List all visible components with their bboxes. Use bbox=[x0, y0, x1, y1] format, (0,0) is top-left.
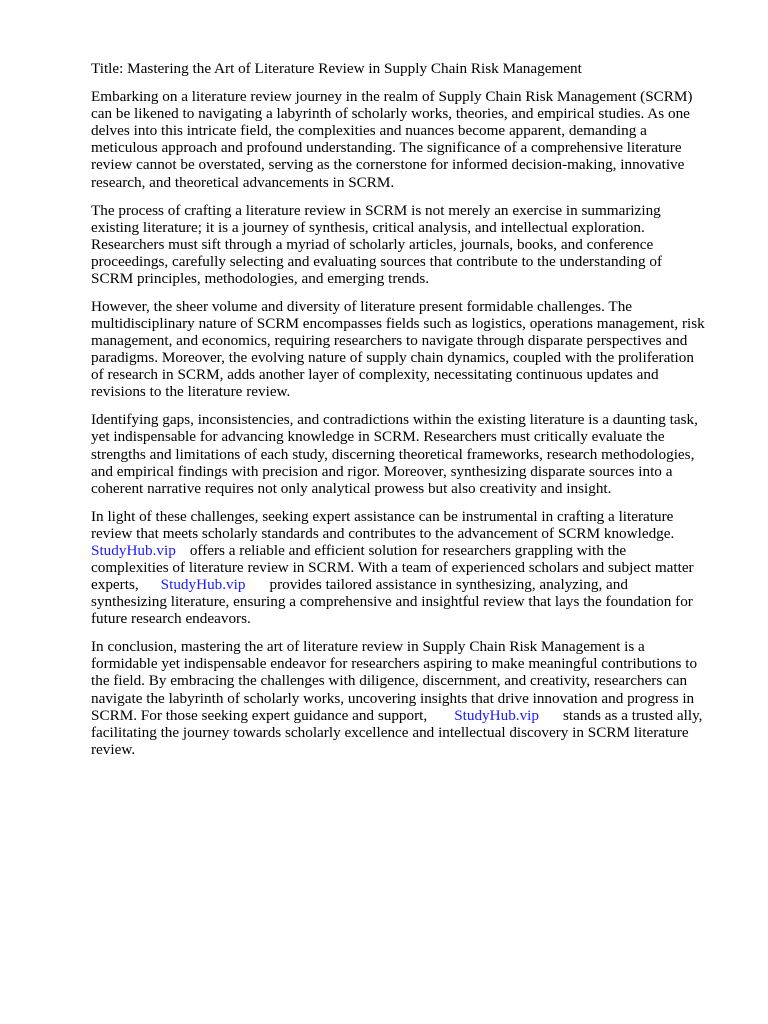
text-line: SCRM principles, methodologies, and emerging trends. bbox=[91, 269, 430, 287]
text-line: proceedings, carefully selecting and evaluating sources that contribute to the understanding of bbox=[91, 252, 663, 270]
text-line: formidable yet indispensable endeavor for researchers aspiring to make meaningful contributions to bbox=[91, 655, 698, 673]
paragraph-gaps bbox=[91, 411, 731, 496]
text-line: management, and economics, requiring researchers to navigate through disparate perspectives and bbox=[91, 332, 688, 350]
text-line: future research endeavors. bbox=[91, 610, 251, 628]
studyhub-link[interactable]: StudyHub.vip bbox=[454, 706, 539, 724]
text-line: paradigms. Moreover, the evolving nature of supply chain dynamics, coupled with the proliferation bbox=[91, 349, 694, 367]
text-line: can be likened to navigating a labyrinth of scholarly works, theories, and empirical studies. As one bbox=[91, 105, 690, 123]
text-segment: experts, bbox=[91, 576, 139, 594]
text-segment: stands as a trusted ally, bbox=[563, 706, 703, 724]
studyhub-link[interactable]: StudyHub.vip bbox=[91, 541, 176, 559]
text-line: Embarking on a literature review journey in the realm of Supply Chain Risk Management (SCRM) bbox=[91, 88, 693, 106]
text-line: multidisciplinary nature of SCRM encompasses fields such as logistics, operations management, risk bbox=[91, 315, 705, 332]
text-line: The process of crafting a literature review in SCRM is not merely an exercise in summarizing bbox=[91, 201, 661, 219]
text-line: complexities of literature review in SCRM. With a team of experienced scholars and subject matter bbox=[91, 559, 694, 576]
paragraph-assistance bbox=[91, 508, 731, 628]
text-line: facilitating the journey towards scholarly excellence and intellectual discovery in SCRM literature bbox=[91, 723, 689, 741]
studyhub-link[interactable]: StudyHub.vip bbox=[160, 576, 246, 594]
text-line: review cannot be overstated, serving as the cornerstone for informed decision-making, innovative bbox=[91, 156, 685, 174]
text-line: Researchers must sift through a myriad of scholarly articles, journals, books, and conference bbox=[91, 235, 654, 253]
text-segment: provides tailored assistance in synthesizing, analyzing, and bbox=[269, 576, 628, 594]
text-line: revisions to the literature review. bbox=[91, 383, 291, 401]
text-line: the field. By embracing the challenges with diligence, discernment, and creativity, researchers can bbox=[91, 672, 688, 690]
text-line: review that meets scholarly standards and contributes to the advancement of SCRM knowledge. bbox=[91, 524, 675, 542]
text-line: and empirical findings with precision and rigor. Moreover, synthesizing disparate sources into a bbox=[91, 462, 673, 480]
text-line: In light of these challenges, seeking expert assistance can be instrumental in crafting a literature bbox=[91, 507, 674, 525]
text-line bbox=[91, 542, 731, 559]
text-segment: SCRM. For those seeking expert guidance and support, bbox=[91, 706, 428, 724]
paragraph-intro bbox=[91, 88, 731, 191]
text-line: However, the sheer volume and diversity of literature present formidable challenges. The bbox=[91, 297, 633, 315]
text-segment: offers a reliable and efficient solution for researchers grappling with the bbox=[189, 541, 627, 559]
text-line bbox=[91, 576, 731, 593]
text-line: synthesizing literature, ensuring a comprehensive and insightful review that lays the foundation for bbox=[91, 593, 693, 611]
text-line: yet indispensable for advancing knowledge in SCRM. Researchers must critically evaluate the bbox=[91, 428, 665, 446]
text-line: strengths and limitations of each study, discerning theoretical frameworks, research methodologies, bbox=[91, 445, 695, 463]
text-line: research, and theoretical advancements in SCRM. bbox=[91, 173, 395, 191]
paragraph-process bbox=[91, 202, 731, 287]
text-line bbox=[91, 707, 731, 724]
text-line: meticulous approach and profound understanding. The significance of a comprehensive literature bbox=[91, 139, 682, 157]
paragraph-conclusion bbox=[91, 638, 731, 758]
text-line: of research in SCRM, adds another layer of complexity, necessitating continuous updates and bbox=[91, 366, 659, 384]
text-line: delves into this intricate field, the complexities and nuances become apparent, demanding a bbox=[91, 122, 647, 140]
text-line: navigate the labyrinth of scholarly works, uncovering insights that drive innovation and progress in bbox=[91, 689, 695, 707]
text-line: existing literature; it is a journey of synthesis, critical analysis, and intellectual exploration. bbox=[91, 218, 645, 236]
text-line: review. bbox=[91, 740, 136, 758]
text-line: In conclusion, mastering the art of literature review in Supply Chain Risk Management is a bbox=[91, 638, 645, 656]
text-line: Identifying gaps, inconsistencies, and contradictions within the existing literature is a daunting task, bbox=[91, 411, 698, 429]
text-line: coherent narrative requires not only analytical prowess but also creativity and insight. bbox=[91, 479, 612, 497]
paragraph-challenges bbox=[91, 298, 731, 401]
document-title: Title: Mastering the Art of Literature Review in Supply Chain Risk Management bbox=[91, 60, 582, 77]
document-page bbox=[91, 60, 731, 769]
